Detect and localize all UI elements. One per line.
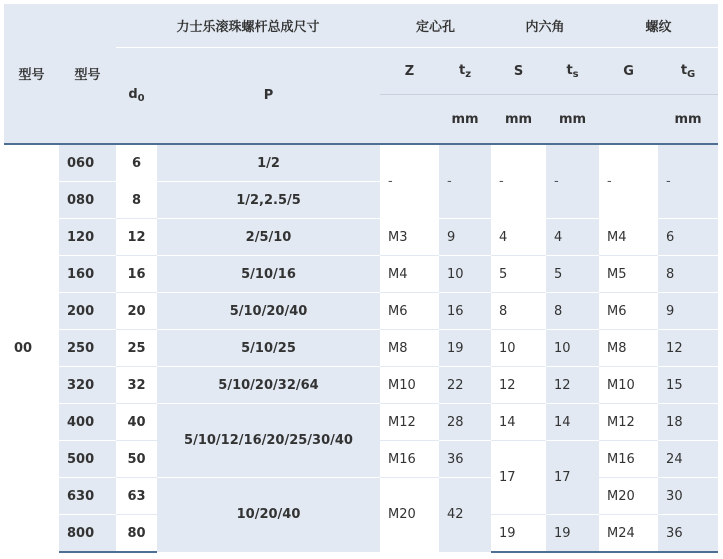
z-cell: M3 xyxy=(380,219,439,256)
g-cell: M24 xyxy=(599,515,658,553)
ts-cell: 4 xyxy=(546,219,599,256)
ball-screw-dimension-table xyxy=(4,4,718,553)
z-cell: M8 xyxy=(380,330,439,367)
header-unit-ts: mm xyxy=(546,95,599,145)
model-cell: 250 xyxy=(59,330,116,367)
tg-cell: 12 xyxy=(658,330,718,367)
g-cell: M10 xyxy=(599,367,658,404)
tg-cell: 36 xyxy=(658,515,718,553)
z-cell: M12 xyxy=(380,404,439,441)
model-cell: 120 xyxy=(59,219,116,256)
header-centering-hole: 定心孔 xyxy=(380,4,491,48)
table-row xyxy=(4,256,718,293)
d0-cell: 32 xyxy=(116,367,157,404)
g-cell: M20 xyxy=(599,478,658,515)
header-unit-g xyxy=(599,95,658,145)
model-cell: 160 xyxy=(59,256,116,293)
g-cell: - xyxy=(599,144,658,219)
tz-cell: 28 xyxy=(439,404,491,441)
tz-cell: 9 xyxy=(439,219,491,256)
g-cell: M4 xyxy=(599,219,658,256)
p-cell: 5/10/20/32/64 xyxy=(157,367,380,404)
header-p: P xyxy=(157,48,380,145)
tg-cell: 15 xyxy=(658,367,718,404)
s-cell: - xyxy=(491,144,546,219)
ts-cell: 17 xyxy=(546,441,599,515)
header-tz: $t_z$ xyxy=(439,48,491,95)
header-g: G xyxy=(599,48,658,95)
g-cell: M12 xyxy=(599,404,658,441)
header-z: Z xyxy=(380,48,439,95)
tg-cell: 8 xyxy=(658,256,718,293)
g-cell: M5 xyxy=(599,256,658,293)
table-header xyxy=(4,4,718,144)
p-cell: 5/10/20/40 xyxy=(157,293,380,330)
tz-cell: 22 xyxy=(439,367,491,404)
s-cell: 17 xyxy=(491,441,546,515)
s-cell: 14 xyxy=(491,404,546,441)
header-model-size: 型号 xyxy=(59,4,116,144)
s-cell: 4 xyxy=(491,219,546,256)
header-d0: $d_0$ xyxy=(116,48,157,145)
z-cell: M20 xyxy=(380,478,439,553)
header-unit-s: mm xyxy=(491,95,546,145)
s-cell: 8 xyxy=(491,293,546,330)
table-row xyxy=(4,293,718,330)
z-cell: M16 xyxy=(380,441,439,478)
ts-cell: 5 xyxy=(546,256,599,293)
table-row xyxy=(4,478,718,515)
series-cell: 00 xyxy=(4,144,59,552)
p-cell: 5/10/25 xyxy=(157,330,380,367)
z-cell: M6 xyxy=(380,293,439,330)
d0-cell: 6 xyxy=(116,144,157,182)
s-cell: 10 xyxy=(491,330,546,367)
header-unit-tz: mm xyxy=(439,95,491,145)
header-overall-dimensions: 力士乐滚珠螺杆总成尺寸 xyxy=(116,4,380,48)
p-cell: 5/10/16 xyxy=(157,256,380,293)
p-cell: 2/5/10 xyxy=(157,219,380,256)
g-cell: M16 xyxy=(599,441,658,478)
tz-cell: 19 xyxy=(439,330,491,367)
table-row xyxy=(4,330,718,367)
table-row xyxy=(4,367,718,404)
s-cell: 12 xyxy=(491,367,546,404)
ts-cell: 19 xyxy=(546,515,599,553)
d0-cell: 50 xyxy=(116,441,157,478)
ts-cell: 12 xyxy=(546,367,599,404)
tz-cell: 42 xyxy=(439,478,491,553)
model-cell: 320 xyxy=(59,367,116,404)
z-cell: M10 xyxy=(380,367,439,404)
tz-cell: 36 xyxy=(439,441,491,478)
z-cell: M4 xyxy=(380,256,439,293)
header-s: S xyxy=(491,48,546,95)
tg-cell: 9 xyxy=(658,293,718,330)
d0-cell: 20 xyxy=(116,293,157,330)
header-model-series: 型号 xyxy=(4,4,59,144)
tz-cell: 16 xyxy=(439,293,491,330)
d0-cell: 16 xyxy=(116,256,157,293)
d0-cell: 63 xyxy=(116,478,157,515)
model-cell: 800 xyxy=(59,515,116,553)
ts-cell: 8 xyxy=(546,293,599,330)
model-cell: 080 xyxy=(59,182,116,219)
tg-cell: 24 xyxy=(658,441,718,478)
ts-cell: - xyxy=(546,144,599,219)
d0-cell: 40 xyxy=(116,404,157,441)
tg-cell: - xyxy=(658,144,718,219)
p-cell: 1/2,2.5/5 xyxy=(157,182,380,219)
tz-cell: 10 xyxy=(439,256,491,293)
header-ts: $t_s$ xyxy=(546,48,599,95)
ts-cell: 14 xyxy=(546,404,599,441)
z-cell: - xyxy=(380,144,439,219)
header-thread: 螺纹 xyxy=(599,4,718,48)
ts-cell: 10 xyxy=(546,330,599,367)
model-cell: 060 xyxy=(59,144,116,182)
table-row xyxy=(4,404,718,441)
tg-cell: 18 xyxy=(658,404,718,441)
p-cell: 1/2 xyxy=(157,144,380,182)
g-cell: M6 xyxy=(599,293,658,330)
model-cell: 200 xyxy=(59,293,116,330)
d0-cell: 80 xyxy=(116,515,157,553)
tg-cell: 6 xyxy=(658,219,718,256)
model-cell: 500 xyxy=(59,441,116,478)
tz-cell: - xyxy=(439,144,491,219)
table-row xyxy=(4,219,718,256)
p-cell: 5/10/12/16/20/25/30/40 xyxy=(157,404,380,478)
model-cell: 630 xyxy=(59,478,116,515)
header-hex-socket: 内六角 xyxy=(491,4,599,48)
header-unit-tg: mm xyxy=(658,95,718,145)
model-cell: 400 xyxy=(59,404,116,441)
g-cell: M8 xyxy=(599,330,658,367)
d0-cell: 25 xyxy=(116,330,157,367)
d0-cell: 8 xyxy=(116,182,157,219)
d0-cell: 12 xyxy=(116,219,157,256)
table-body xyxy=(4,144,718,552)
s-cell: 5 xyxy=(491,256,546,293)
dimension-table-container xyxy=(4,4,718,553)
header-tg: $t_G$ xyxy=(658,48,718,95)
s-cell: 19 xyxy=(491,515,546,553)
p-cell: 10/20/40 xyxy=(157,478,380,553)
table-row xyxy=(4,144,718,182)
tg-cell: 30 xyxy=(658,478,718,515)
header-unit-z xyxy=(380,95,439,145)
